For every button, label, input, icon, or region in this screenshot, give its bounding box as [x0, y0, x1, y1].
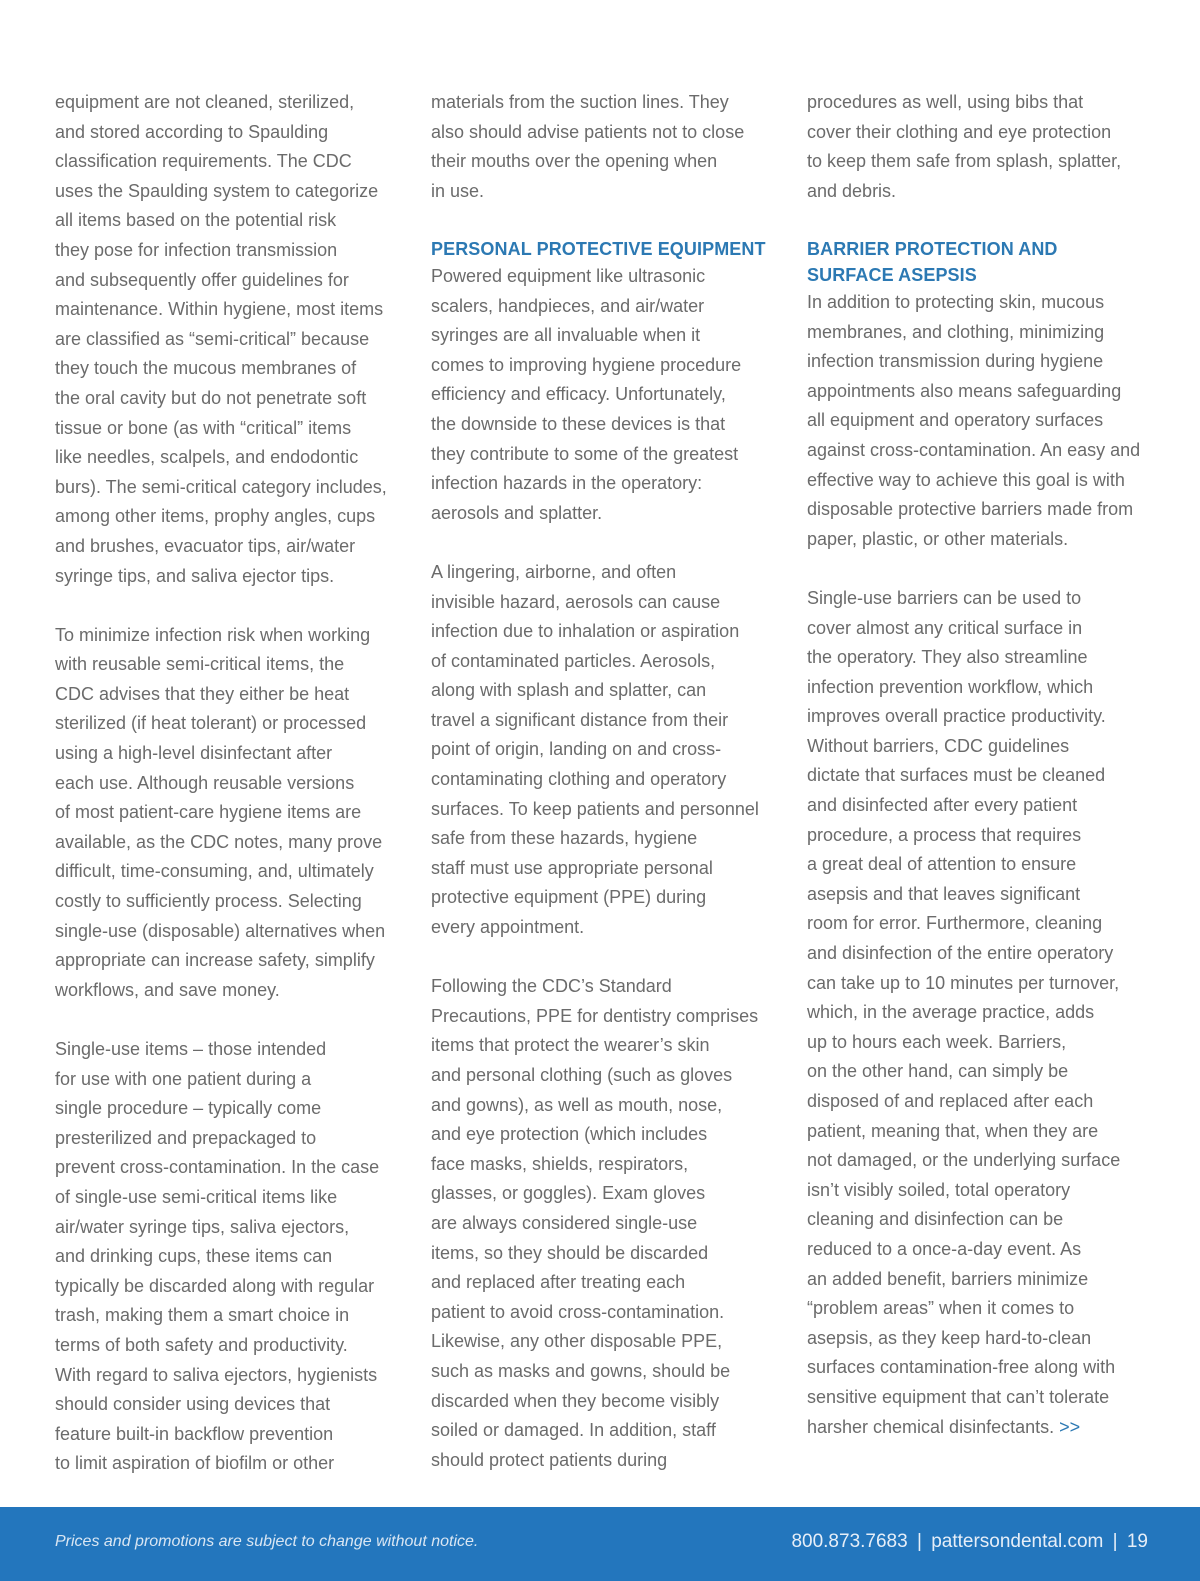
- text-line: disposed of and replaced after each: [807, 1091, 1094, 1111]
- text-line-content: harsher chemical disinfectants.: [807, 1416, 1055, 1437]
- text-line: all equipment and operatory surfaces: [807, 410, 1104, 431]
- text-line: all items based on the potential risk: [55, 210, 337, 231]
- article-column-1: [55, 88, 400, 1479]
- heading-line: BARRIER PROTECTION AND: [807, 238, 1058, 259]
- continued-arrow-icon: >>: [1059, 1416, 1081, 1437]
- text-line: items, so they should be discarded: [431, 1242, 709, 1263]
- text-line: also should advise patients not to close: [431, 121, 745, 142]
- text-line: costly to sufficiently process. Selecting: [55, 891, 362, 912]
- page-number: 19: [1126, 1531, 1148, 1552]
- article-paragraph: [55, 1035, 400, 1479]
- heading-line: SURFACE ASEPSIS: [807, 264, 977, 285]
- text-line: and personal clothing (such as gloves: [431, 1065, 733, 1085]
- text-line: safe from these hazards, hygiene: [431, 828, 698, 849]
- text-line: room for error. Furthermore, cleaning: [807, 913, 1103, 934]
- text-line: Without barriers, CDC guidelines: [807, 735, 1070, 756]
- text-line: glasses, or goggles). Exam gloves: [431, 1183, 706, 1204]
- text-line: and stored according to Spaulding: [55, 121, 329, 142]
- text-line: point of origin, landing on and cross-: [431, 739, 722, 760]
- text-line: Single-use barriers can be used to: [807, 587, 1082, 608]
- text-line: and disinfected after every patient: [807, 795, 1078, 816]
- text-line: every appointment.: [431, 917, 585, 938]
- text-line: tissue or bone (as with “critical” items: [55, 417, 352, 438]
- text-line: single procedure – typically come: [55, 1098, 322, 1119]
- text-line: available, as the CDC notes, many prove: [55, 831, 383, 852]
- text-line: classification requirements. The CDC: [55, 151, 352, 172]
- article-paragraph: [55, 621, 400, 1006]
- text-line: terms of both safety and productivity.: [55, 1334, 348, 1355]
- text-line: protective equipment (PPE) during: [431, 887, 707, 908]
- article-paragraph: [431, 558, 776, 943]
- text-line: infection hazards in the operatory:: [431, 473, 703, 494]
- text-line: to keep them safe from splash, splatter,: [807, 151, 1122, 172]
- text-line: to limit aspiration of biofilm or other: [55, 1453, 335, 1474]
- text-line: dictate that surfaces must be cleaned: [807, 765, 1106, 786]
- text-line: cleaning and disinfection can be: [807, 1209, 1064, 1230]
- text-line: prevent cross-contamination. In the case: [55, 1157, 380, 1178]
- article-paragraph: [807, 288, 1155, 554]
- text-line: asepsis and that leaves significant: [807, 883, 1081, 904]
- article-paragraph: [55, 88, 400, 591]
- pricing-disclaimer: Prices and promotions are subject to change without notice.: [55, 1533, 479, 1550]
- text-line: procedures as well, using bibs that: [807, 92, 1084, 112]
- text-line: contaminating clothing and operatory: [431, 769, 727, 790]
- text-line: single-use (disposable) alternatives when: [55, 920, 386, 941]
- heading-line: PERSONAL PROTECTIVE EQUIPMENT: [431, 238, 766, 259]
- text-line: and subsequently offer guidelines for: [55, 269, 349, 290]
- text-line: Following the CDC’s Standard: [431, 976, 672, 997]
- section-heading: [431, 236, 776, 262]
- text-line: such as masks and gowns, should be: [431, 1360, 731, 1381]
- article-paragraph: [807, 584, 1155, 1442]
- text-line: feature built-in backflow prevention: [55, 1423, 334, 1444]
- text-line: their mouths over the opening when: [431, 151, 718, 172]
- text-line: should consider using devices that: [55, 1394, 331, 1415]
- text-line: the oral cavity but do not penetrate soft: [55, 387, 367, 408]
- text-line: isn’t visibly soiled, total operatory: [807, 1179, 1071, 1200]
- text-line: items that protect the wearer’s skin: [431, 1035, 710, 1056]
- text-line: difficult, time-consuming, and, ultimately: [55, 861, 374, 882]
- text-line: comes to improving hygiene procedure: [431, 354, 742, 375]
- text-line: along with splash and splatter, can: [431, 680, 707, 701]
- section-heading: [807, 236, 1155, 288]
- text-line: paper, plastic, or other materials.: [807, 528, 1069, 549]
- text-line: travel a significant distance from their: [431, 709, 729, 730]
- text-line: among other items, prophy angles, cups: [55, 506, 376, 527]
- text-line: and brushes, evacuator tips, air/water: [55, 535, 356, 556]
- text-line: [807, 1413, 1155, 1443]
- text-line: effective way to achieve this goal is with: [807, 469, 1125, 490]
- text-line: the operatory. They also streamline: [807, 647, 1088, 668]
- text-line: Precautions, PPE for dentistry comprises: [431, 1005, 759, 1026]
- text-line: are always considered single-use: [431, 1212, 698, 1233]
- text-line: and replaced after treating each: [431, 1272, 686, 1293]
- text-line: aerosols and splatter.: [431, 502, 603, 523]
- text-line: Likewise, any other disposable PPE,: [431, 1331, 723, 1352]
- phone-number: 800.873.7683: [791, 1531, 908, 1552]
- text-line: In addition to protecting skin, mucous: [807, 291, 1105, 312]
- article-column-2: [431, 88, 776, 1475]
- text-line: and disinfection of the entire operatory: [807, 943, 1114, 964]
- text-line: and debris.: [807, 180, 897, 201]
- text-line: syringes are all invaluable when it: [431, 325, 701, 346]
- text-line: syringe tips, and saliva ejector tips.: [55, 565, 335, 586]
- text-line: asepsis, as they keep hard-to-clean: [807, 1327, 1092, 1348]
- text-line: the downside to these devices is that: [431, 413, 726, 434]
- text-line: which, in the average practice, adds: [807, 1002, 1095, 1023]
- text-line: and gowns), as well as mouth, nose,: [431, 1094, 723, 1115]
- text-line: are classified as “semi-critical” because: [55, 328, 370, 349]
- text-line: of single-use semi-critical items like: [55, 1186, 338, 1207]
- text-line: appointments also means safeguarding: [807, 380, 1122, 401]
- text-line: they pose for infection transmission: [55, 239, 338, 260]
- text-line: and eye protection (which includes: [431, 1124, 708, 1145]
- text-line: To minimize infection risk when working: [55, 624, 371, 645]
- text-line: typically be discarded along with regular: [55, 1275, 375, 1296]
- text-line: not damaged, or the underlying surface: [807, 1150, 1121, 1171]
- text-line: With regard to saliva ejectors, hygienists: [55, 1364, 378, 1385]
- text-line: against cross-contamination. An easy and: [807, 439, 1141, 460]
- text-line: can take up to 10 minutes per turnover,: [807, 972, 1120, 993]
- footer-contact: [791, 1531, 1148, 1553]
- text-line: appropriate can increase safety, simplify: [55, 950, 375, 971]
- text-line: disposable protective barriers made from: [807, 499, 1134, 520]
- text-line: sensitive equipment that can’t tolerate: [807, 1386, 1110, 1407]
- text-line: staff must use appropriate personal: [431, 857, 713, 878]
- text-line: procedure, a process that requires: [807, 824, 1082, 845]
- text-line: efficiency and efficacy. Unfortunately,: [431, 384, 726, 405]
- text-line: discarded when they become visibly: [431, 1390, 720, 1411]
- text-line: up to hours each week. Barriers,: [807, 1031, 1067, 1052]
- text-line: scalers, handpieces, and air/water: [431, 295, 705, 316]
- text-line: patient to avoid cross-contamination.: [431, 1301, 725, 1322]
- text-line: they touch the mucous membranes of: [55, 358, 357, 379]
- text-line: infection prevention workflow, which: [807, 676, 1094, 697]
- article-paragraph: [431, 88, 776, 206]
- text-line: A lingering, airborne, and often: [431, 561, 677, 582]
- text-line: of contaminated particles. Aerosols,: [431, 650, 716, 671]
- text-line: on the other hand, can simply be: [807, 1061, 1069, 1082]
- text-line: should protect patients during: [431, 1449, 668, 1470]
- text-line: cover almost any critical surface in: [807, 617, 1083, 638]
- text-line: soiled or damaged. In addition, staff: [431, 1420, 716, 1441]
- text-line: surfaces. To keep patients and personnel: [431, 798, 759, 819]
- text-line: cover their clothing and eye protection: [807, 121, 1112, 142]
- article-column-3: [807, 88, 1155, 1442]
- text-line: materials from the suction lines. They: [431, 92, 729, 112]
- text-line: in use.: [431, 180, 485, 201]
- text-line: trash, making them a smart choice in: [55, 1305, 350, 1326]
- text-line: an added benefit, barriers minimize: [807, 1268, 1089, 1289]
- text-line: they contribute to some of the greatest: [431, 443, 739, 464]
- text-line: and drinking cups, these items can: [55, 1246, 333, 1267]
- text-line: equipment are not cleaned, sterilized,: [55, 92, 355, 112]
- text-line: improves overall practice productivity.: [807, 706, 1106, 727]
- text-line: uses the Spaulding system to categorize: [55, 180, 379, 201]
- text-line: of most patient-care hygiene items are: [55, 802, 362, 823]
- text-line: surfaces contamination-free along with: [807, 1357, 1116, 1378]
- footer-separator: |: [1112, 1531, 1118, 1552]
- text-line: each use. Although reusable versions: [55, 772, 355, 793]
- text-line: a great deal of attention to ensure: [807, 854, 1077, 875]
- text-line: like needles, scalpels, and endodontic: [55, 447, 359, 468]
- text-line: CDC advises that they either be heat: [55, 683, 350, 704]
- text-line: sterilized (if heat tolerant) or processed: [55, 713, 367, 734]
- text-line: membranes, and clothing, minimizing: [807, 321, 1105, 342]
- text-line: “problem areas” when it comes to: [807, 1298, 1075, 1319]
- article-paragraph: [431, 262, 776, 528]
- text-line: Single-use items – those intended: [55, 1039, 327, 1059]
- text-line: maintenance. Within hygiene, most items: [55, 299, 384, 320]
- text-line: reduced to a once-a-day event. As: [807, 1238, 1082, 1259]
- text-line: Powered equipment like ultrasonic: [431, 265, 706, 286]
- text-line: patient, meaning that, when they are: [807, 1120, 1099, 1141]
- page-footer: [0, 1507, 1200, 1581]
- text-line: air/water syringe tips, saliva ejectors,: [55, 1216, 350, 1237]
- text-line: using a high-level disinfectant after: [55, 743, 333, 764]
- footer-separator: |: [916, 1531, 922, 1552]
- text-line: with reusable semi-critical items, the: [55, 654, 345, 675]
- text-line: face masks, shields, respirators,: [431, 1153, 689, 1174]
- text-line: infection transmission during hygiene: [807, 351, 1104, 372]
- text-line: for use with one patient during a: [55, 1068, 312, 1089]
- text-line: invisible hazard, aerosols can cause: [431, 591, 721, 612]
- website-link[interactable]: pattersondental.com: [931, 1531, 1104, 1552]
- article-paragraph: [807, 88, 1155, 206]
- text-line: burs). The semi-critical category includes,: [55, 476, 387, 497]
- text-line: presterilized and prepackaged to: [55, 1127, 317, 1148]
- text-line: workflows, and save money.: [55, 979, 280, 1000]
- text-line: infection due to inhalation or aspiration: [431, 621, 740, 642]
- article-paragraph: [431, 972, 776, 1475]
